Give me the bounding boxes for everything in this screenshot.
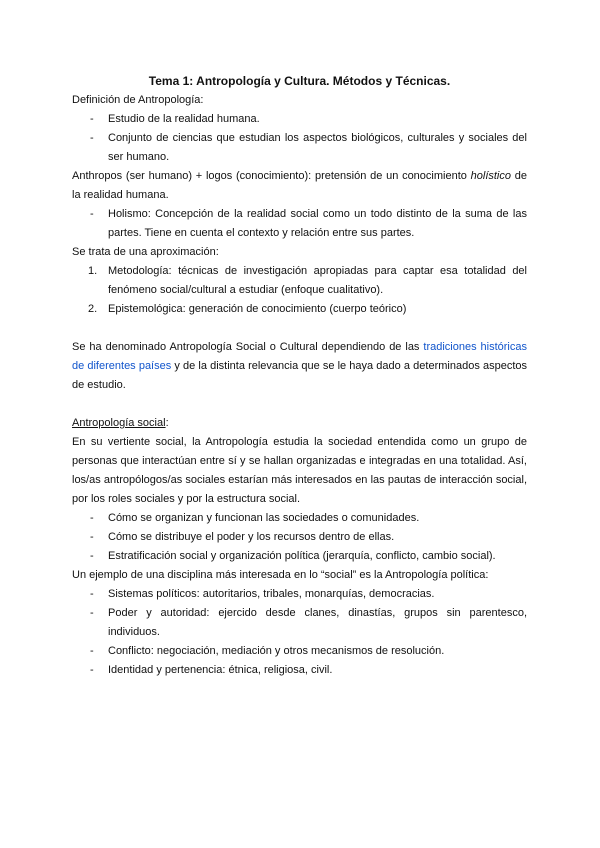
list-item: - Cómo se organizan y funcionan las sociedades o comunidades.: [72, 509, 527, 528]
list-item: - Estudio de la realidad humana.: [72, 110, 527, 129]
aproximacion-label: Se trata de una aproximación:: [72, 246, 219, 258]
number-marker: 2.: [88, 303, 98, 315]
dash-marker: -: [90, 113, 94, 125]
tradiciones-link[interactable]: tradiciones históricas de diferentes países: [72, 341, 527, 372]
social-heading: Antropología social:: [72, 417, 169, 429]
politica-label: Un ejemplo de una disciplina más interesada en lo “social” es la Antropología política:: [72, 569, 489, 581]
dash-marker: -: [90, 645, 94, 657]
denominado-paragraph: Se ha denominado Antropología Social o Cultural dependiendo de las tradiciones históricas de diferentes países y de la distinta relevancia que se le haya dado a determinados aspectos de estudio.: [72, 341, 527, 391]
list-item: - Sistemas políticos: autoritarios, tribales, monarquías, democracias.: [72, 585, 527, 604]
list-item: 1. Metodología: técnicas de investigación apropiadas para captar esa totalidad del fenómeno social/cultural a estudiar (enfoque cualitativo).: [72, 262, 527, 300]
holismo-list: [72, 205, 527, 243]
list-item: - Conflicto: negociación, mediación y otros mecanismos de resolución.: [72, 642, 527, 661]
definicion-list: [72, 110, 527, 167]
list-item: - Poder y autoridad: ejercido desde clanes, dinastías, grupos sin parentesco, individuos.: [72, 604, 527, 642]
list-item: - Holismo: Concepción de la realidad social como un todo distinto de la suma de las partes. Tiene en cuenta el contexto y relación entre sus partes.: [72, 205, 527, 243]
list-item: - Estratificación social y organización política (jerarquía, conflicto, cambio social).: [72, 547, 527, 566]
italic-holistico: holístico: [470, 170, 511, 182]
social-paragraph: En su vertiente social, la Antropología estudia la sociedad entendida como un grupo de personas que interactúan entre sí y se hallan organizadas e integradas en una totalidad. Así, los/as antropólogos/as sociales estarían más interesados en las pautas de interacción social, por los roles sociales y por la estructura social.: [72, 436, 527, 505]
document-title: Tema 1: Antropología y Cultura. Métodos y Técnicas.: [148, 74, 451, 88]
social-list: [72, 509, 527, 566]
aproximacion-list: [72, 262, 527, 319]
document-page: [72, 72, 527, 680]
dash-marker: -: [90, 512, 94, 524]
dash-marker: -: [90, 531, 94, 543]
anthropos-paragraph: Anthropos (ser humano) + logos (conocimiento): pretensión de un conocimiento holístico de la realidad humana.: [72, 170, 527, 201]
dash-marker: -: [90, 208, 94, 220]
dash-marker: -: [90, 588, 94, 600]
list-item: - Conjunto de ciencias que estudian los aspectos biológicos, culturales y sociales del ser humano.: [72, 129, 527, 167]
dash-marker: -: [90, 132, 94, 144]
dash-marker: -: [90, 550, 94, 562]
definicion-label: Definición de Antropología:: [72, 94, 204, 106]
list-item: 2. Epistemológica: generación de conocimiento (cuerpo teórico): [72, 300, 527, 319]
dash-marker: -: [90, 664, 94, 676]
list-item: - Cómo se distribuye el poder y los recursos dentro de ellas.: [72, 528, 527, 547]
number-marker: 1.: [88, 265, 98, 277]
dash-marker: -: [90, 607, 94, 619]
list-item: - Identidad y pertenencia: étnica, religiosa, civil.: [72, 661, 527, 680]
politica-list: [72, 585, 527, 680]
